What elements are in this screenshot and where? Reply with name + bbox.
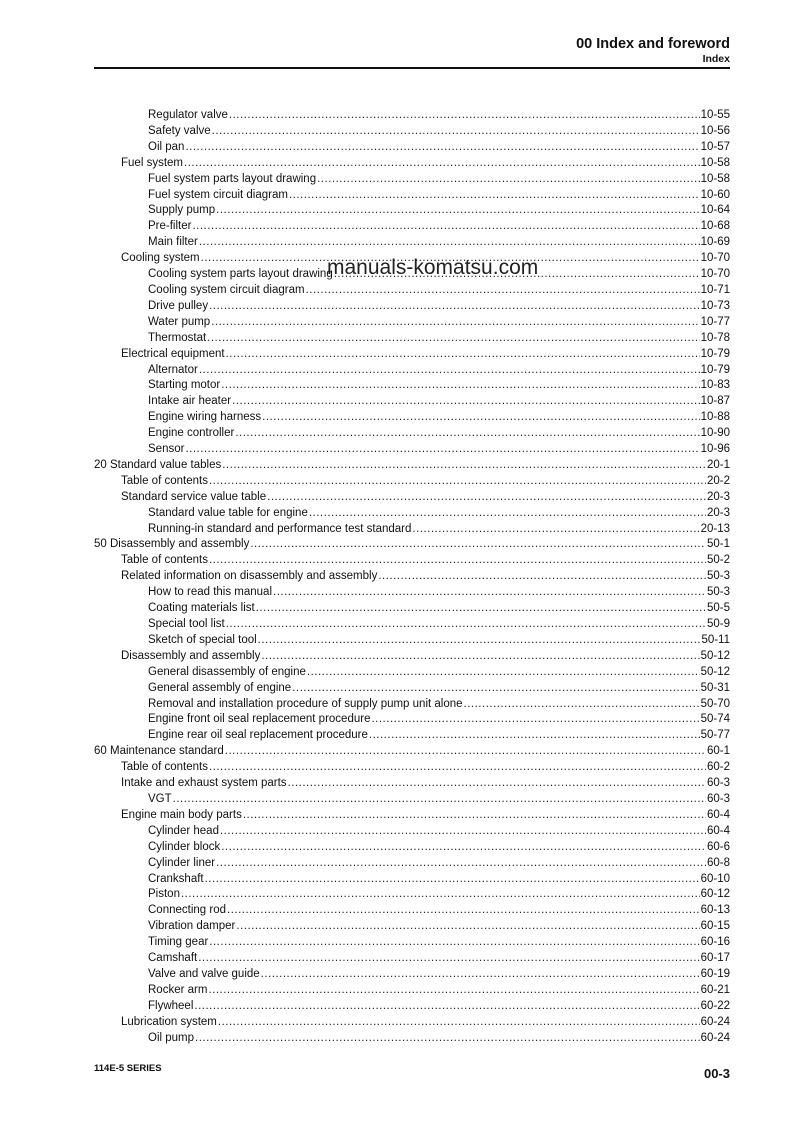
toc-entry-title: Supply pump <box>148 204 216 217</box>
toc-dot-leader <box>209 760 706 776</box>
toc-entry-title: Safety valve <box>148 124 211 137</box>
toc-dot-leader <box>262 410 699 426</box>
toc-entry-title: Connecting rod <box>148 904 226 917</box>
toc-entry-title: Table of contents <box>121 474 208 487</box>
toc-dot-leader <box>209 474 706 490</box>
toc-entry[interactable] <box>94 378 730 394</box>
toc-entry[interactable] <box>94 712 730 728</box>
toc-entry-title: Engine controller <box>148 427 235 440</box>
toc-dot-leader <box>369 728 700 744</box>
toc-entry-title: VGT <box>148 792 172 805</box>
toc-entry-page: 10-55 <box>700 109 730 121</box>
toc-dot-leader <box>195 1031 700 1047</box>
toc-dot-leader <box>208 983 699 999</box>
toc-entry-title: Special tool list <box>148 618 225 630</box>
toc-entry-title: Thermostat <box>148 331 207 344</box>
toc-entry-title: Engine wiring harness <box>148 411 262 424</box>
toc-dot-leader <box>267 490 706 506</box>
toc-entry[interactable] <box>94 108 730 124</box>
toc-entry[interactable] <box>94 840 730 856</box>
toc-dot-leader <box>317 172 699 188</box>
toc-dot-leader <box>209 935 699 951</box>
toc-entry[interactable] <box>94 124 730 140</box>
toc-entry[interactable] <box>94 156 730 172</box>
header-divider <box>94 67 730 69</box>
toc-entry-title: Oil pan <box>148 140 185 153</box>
toc-entry-page: 60-17 <box>700 952 730 965</box>
toc-entry[interactable] <box>94 442 730 458</box>
toc-entry-page: 60-4 <box>706 824 730 837</box>
toc-dot-leader <box>209 299 700 315</box>
toc-entry-title: Fuel system parts layout drawing <box>148 172 317 185</box>
toc-entry-title: Electrical equipment <box>121 347 225 360</box>
toc-entry[interactable] <box>94 1031 730 1047</box>
toc-dot-leader <box>205 872 700 888</box>
toc-entry[interactable] <box>94 394 730 410</box>
toc-entry-title: 20 Standard value tables <box>94 458 222 471</box>
toc-dot-leader <box>220 824 706 840</box>
toc-dot-leader <box>232 394 699 410</box>
toc-entry-page: 60-19 <box>700 967 730 980</box>
toc-dot-leader <box>229 108 700 124</box>
toc-dot-leader <box>221 378 699 394</box>
toc-entry-page: 50-70 <box>700 697 730 710</box>
toc-entry[interactable] <box>94 856 730 872</box>
toc-entry-page: 50-31 <box>700 681 730 694</box>
toc-entry-title: Flywheel <box>148 999 194 1012</box>
toc-entry-page: 10-58 <box>700 172 730 185</box>
toc-entry[interactable] <box>94 331 730 347</box>
toc-entry-page: 50-11 <box>701 633 730 646</box>
toc-entry[interactable] <box>94 1015 730 1031</box>
toc-entry[interactable] <box>94 776 730 792</box>
toc-dot-leader <box>289 188 700 204</box>
toc-dot-leader <box>371 712 699 728</box>
toc-entry-page: 10-78 <box>700 331 730 344</box>
toc-entry-page: 50-12 <box>700 665 730 678</box>
toc-entry-title: Cooling system parts layout drawing <box>148 268 333 281</box>
toc-dot-leader <box>256 601 706 617</box>
toc-entry-title: Running-in standard and performance test standard <box>148 522 412 535</box>
toc-entry[interactable] <box>94 903 730 919</box>
toc-entry-page: 10-88 <box>700 411 730 424</box>
toc-entry[interactable] <box>94 919 730 935</box>
toc-dot-leader <box>288 776 706 792</box>
toc-dot-leader <box>273 585 706 601</box>
toc-entry[interactable] <box>94 951 730 967</box>
toc-entry[interactable] <box>94 569 730 585</box>
toc-entry-page: 10-90 <box>700 427 730 440</box>
toc-entry-page: 10-56 <box>700 124 730 137</box>
toc-entry[interactable] <box>94 506 730 522</box>
toc-entry-title: Standard value table for engine <box>148 506 308 519</box>
toc-entry[interactable] <box>94 681 730 697</box>
toc-dot-leader <box>227 903 700 919</box>
toc-entry[interactable] <box>94 665 730 681</box>
toc-entry-page: 50-12 <box>700 649 730 662</box>
toc-entry-page: 10-79 <box>700 363 730 376</box>
toc-entry[interactable] <box>94 347 730 363</box>
toc-dot-leader <box>306 283 700 299</box>
toc-dot-leader <box>464 697 700 713</box>
toc-dot-leader <box>181 887 700 903</box>
toc-entry[interactable] <box>94 410 730 426</box>
toc-entry-page: 50-2 <box>706 554 730 567</box>
toc-entry-page: 10-71 <box>700 283 730 296</box>
watermark: manuals-komatsu.com <box>327 256 539 279</box>
toc-entry-page: 10-96 <box>700 443 730 456</box>
toc-entry-page: 60-10 <box>700 872 730 885</box>
toc-entry-title: Regulator valve <box>148 109 228 121</box>
toc-entry[interactable] <box>94 363 730 379</box>
toc-entry[interactable] <box>94 474 730 490</box>
toc-entry[interactable] <box>94 983 730 999</box>
toc-dot-leader <box>199 363 700 379</box>
toc-entry-title: Timing gear <box>148 936 209 949</box>
toc-entry[interactable] <box>94 999 730 1015</box>
toc-entry-title: Rocker arm <box>148 983 208 996</box>
footer-page-number: 00-3 <box>703 1066 730 1081</box>
toc-dot-leader <box>226 347 700 363</box>
toc-entry-title: Valve and valve guide <box>148 967 260 980</box>
toc-entry-title: General disassembly of engine <box>148 665 306 678</box>
toc-dot-leader <box>173 792 706 808</box>
toc-entry-title: Crankshaft <box>148 872 204 885</box>
footer-series: 114E-5 SERIES <box>94 1063 162 1074</box>
toc-entry-page: 50-74 <box>700 713 730 726</box>
toc-entry-page: 50-1 <box>706 538 730 551</box>
table-of-contents <box>94 108 730 1046</box>
toc-entry-title: Table of contents <box>121 761 208 774</box>
toc-entry[interactable] <box>94 299 730 315</box>
toc-entry-title: Engine front oil seal replacement procedure <box>148 713 371 726</box>
toc-entry-page: 20-3 <box>706 490 730 503</box>
toc-entry-page: 10-70 <box>700 252 730 265</box>
toc-entry-page: 60-21 <box>700 983 730 996</box>
toc-entry[interactable] <box>94 935 730 951</box>
toc-dot-leader <box>236 919 699 935</box>
toc-entry[interactable] <box>94 633 730 649</box>
toc-entry-page: 60-4 <box>706 808 730 821</box>
toc-entry-title: Cooling system circuit diagram <box>148 283 305 296</box>
toc-entry[interactable] <box>94 219 730 235</box>
toc-entry-page: 50-77 <box>700 729 730 742</box>
toc-entry-title: Main filter <box>148 236 198 249</box>
page-subtitle: Index <box>702 53 730 65</box>
toc-dot-leader <box>207 331 699 347</box>
toc-entry-page: 60-22 <box>700 999 730 1012</box>
toc-entry-page: 20-13 <box>700 522 730 535</box>
toc-entry-title: Vibration damper <box>148 920 236 933</box>
toc-entry-title: Table of contents <box>121 554 208 567</box>
toc-entry[interactable] <box>94 824 730 840</box>
toc-entry[interactable] <box>94 792 730 808</box>
toc-entry-page: 10-73 <box>700 299 730 312</box>
toc-entry[interactable] <box>94 617 730 633</box>
toc-entry-page: 10-58 <box>700 156 730 169</box>
toc-entry-page: 50-3 <box>706 570 730 583</box>
toc-dot-leader <box>250 537 706 553</box>
toc-entry-title: Removal and installation procedure of supply pump unit alone <box>148 697 463 710</box>
toc-entry-page: 60-8 <box>706 856 730 869</box>
toc-entry-page: 10-60 <box>700 188 730 201</box>
toc-entry-page: 60-16 <box>700 936 730 949</box>
toc-entry[interactable] <box>94 601 730 617</box>
toc-entry[interactable] <box>94 283 730 299</box>
toc-entry[interactable] <box>94 522 730 538</box>
toc-entry[interactable] <box>94 490 730 506</box>
toc-dot-leader <box>378 569 706 585</box>
toc-dot-leader <box>292 681 699 697</box>
toc-entry-title: Sketch of special tool <box>148 633 257 646</box>
toc-entry[interactable] <box>94 649 730 665</box>
toc-dot-leader <box>185 140 699 156</box>
toc-entry-title: Intake and exhaust system parts <box>121 777 287 790</box>
toc-dot-leader <box>258 633 701 649</box>
toc-entry-page: 60-3 <box>706 777 730 790</box>
toc-entry-title: Starting motor <box>148 379 221 392</box>
toc-dot-leader <box>209 553 706 569</box>
toc-entry-title: Disassembly and assembly <box>121 649 261 662</box>
toc-entry[interactable] <box>94 315 730 331</box>
toc-entry-title: 50 Disassembly and assembly <box>94 538 250 551</box>
toc-dot-leader <box>235 426 699 442</box>
toc-entry-page: 10-77 <box>700 315 730 328</box>
toc-entry-page: 60-24 <box>700 1031 730 1044</box>
toc-entry[interactable] <box>94 172 730 188</box>
toc-entry[interactable] <box>94 537 730 553</box>
toc-dot-leader <box>198 951 699 967</box>
toc-entry-title: Standard service value table <box>121 490 267 503</box>
toc-entry-page: 60-13 <box>700 904 730 917</box>
toc-entry-title: Camshaft <box>148 952 198 965</box>
toc-entry-page: 50-9 <box>706 618 730 630</box>
toc-entry[interactable] <box>94 744 730 760</box>
toc-entry-title: Pre-filter <box>148 220 192 233</box>
toc-entry-page: 10-83 <box>700 379 730 392</box>
toc-entry[interactable] <box>94 697 730 713</box>
toc-entry-title: Fuel system circuit diagram <box>148 188 288 201</box>
toc-entry-title: Cylinder head <box>148 824 219 837</box>
toc-entry-page: 60-24 <box>700 1015 730 1028</box>
toc-entry[interactable] <box>94 887 730 903</box>
toc-entry-page: 20-2 <box>706 474 730 487</box>
toc-entry[interactable] <box>94 140 730 156</box>
toc-dot-leader <box>184 156 700 172</box>
toc-entry[interactable] <box>94 872 730 888</box>
toc-dot-leader <box>199 235 700 251</box>
toc-entry[interactable] <box>94 203 730 219</box>
toc-dot-leader <box>307 665 700 681</box>
toc-entry-title: Oil pump <box>148 1031 195 1044</box>
toc-dot-leader <box>222 458 706 474</box>
toc-dot-leader <box>192 219 699 235</box>
toc-dot-leader <box>261 649 699 665</box>
toc-entry-page: 20-3 <box>706 506 730 519</box>
toc-dot-leader <box>225 744 706 760</box>
toc-entry-page: 10-70 <box>700 268 730 281</box>
toc-entry-page: 60-1 <box>706 745 730 758</box>
toc-entry-page: 10-69 <box>700 236 730 249</box>
toc-entry[interactable] <box>94 235 730 251</box>
toc-entry-title: Cylinder block <box>148 840 221 853</box>
toc-entry-title: Intake air heater <box>148 395 232 408</box>
toc-entry-page: 10-87 <box>700 395 730 408</box>
toc-entry-title: Engine main body parts <box>121 808 242 821</box>
toc-dot-leader <box>309 506 706 522</box>
toc-entry-title: Fuel system <box>121 156 183 169</box>
toc-dot-leader <box>218 1015 700 1031</box>
toc-entry-page: 60-3 <box>706 792 730 805</box>
toc-entry-page: 50-3 <box>706 586 730 599</box>
toc-entry-title: Cooling system <box>121 252 200 265</box>
toc-entry-title: How to read this manual <box>148 586 273 599</box>
toc-entry[interactable] <box>94 585 730 601</box>
toc-dot-leader <box>216 856 706 872</box>
toc-dot-leader <box>185 442 699 458</box>
toc-entry-title: Water pump <box>148 315 211 328</box>
toc-entry-page: 60-6 <box>706 840 730 853</box>
toc-entry[interactable] <box>94 808 730 824</box>
toc-dot-leader <box>212 124 700 140</box>
toc-dot-leader <box>243 808 706 824</box>
toc-dot-leader <box>221 840 706 856</box>
toc-dot-leader <box>261 967 700 983</box>
toc-entry[interactable] <box>94 760 730 776</box>
toc-entry-page: 10-79 <box>700 347 730 360</box>
toc-entry[interactable] <box>94 458 730 474</box>
toc-entry-title: General assembly of engine <box>148 681 292 694</box>
toc-entry-title: Lubrication system <box>121 1015 217 1028</box>
toc-dot-leader <box>211 315 699 331</box>
toc-dot-leader <box>216 203 699 219</box>
toc-dot-leader <box>194 999 699 1015</box>
toc-dot-leader <box>412 522 699 538</box>
toc-entry-page: 60-2 <box>706 761 730 774</box>
toc-entry[interactable] <box>94 728 730 744</box>
toc-entry-page: 10-64 <box>700 204 730 217</box>
toc-entry-page: 50-5 <box>706 602 730 615</box>
toc-entry-page: 60-12 <box>700 888 730 901</box>
toc-entry-title: Sensor <box>148 443 185 456</box>
toc-entry-title: Alternator <box>148 363 198 376</box>
toc-entry-page: 60-15 <box>700 920 730 933</box>
toc-entry[interactable] <box>94 188 730 204</box>
toc-entry-page: 10-68 <box>700 220 730 233</box>
toc-entry-title: 60 Maintenance standard <box>94 745 224 758</box>
toc-entry-title: Engine rear oil seal replacement procedure <box>148 729 368 742</box>
toc-entry[interactable] <box>94 967 730 983</box>
toc-entry[interactable] <box>94 553 730 569</box>
toc-dot-leader <box>226 617 706 633</box>
toc-entry[interactable] <box>94 426 730 442</box>
toc-entry-title: Piston <box>148 888 180 901</box>
toc-entry-page: 20-1 <box>706 458 730 471</box>
toc-entry-title: Drive pulley <box>148 299 209 312</box>
toc-entry-title: Coating materials list <box>148 602 255 615</box>
toc-entry-page: 10-57 <box>700 140 730 153</box>
toc-entry-title: Cylinder liner <box>148 856 216 869</box>
page-title: 00 Index and foreword <box>576 36 730 52</box>
toc-entry-title: Related information on disassembly and assembly <box>121 570 378 583</box>
